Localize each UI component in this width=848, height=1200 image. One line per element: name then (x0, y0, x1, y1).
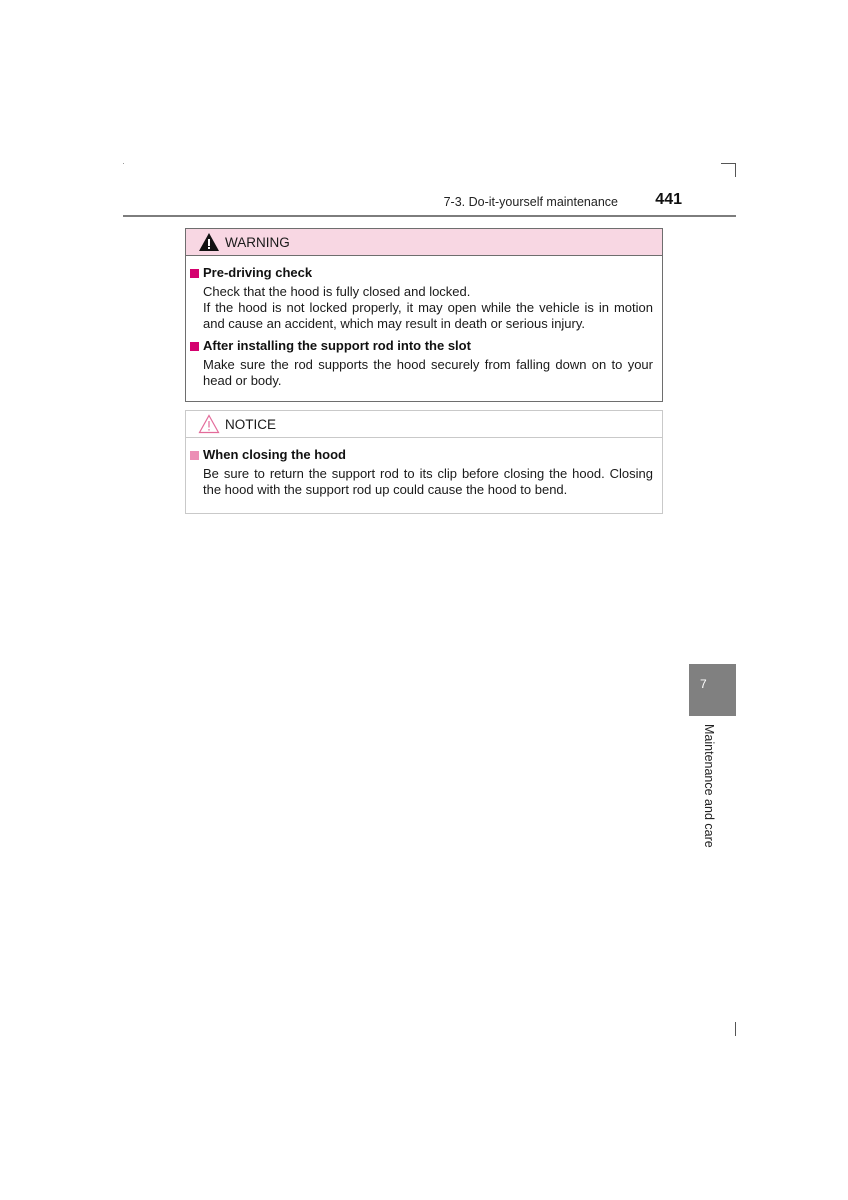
warning-body (186, 256, 662, 389)
paragraph: Be sure to return the support rod to its clip before closing the hood. Closing the hood with the support rod up could cause the hood to bend. (203, 466, 653, 497)
warning-triangle-icon (198, 232, 220, 252)
item-text (203, 284, 653, 332)
chapter-number: 7 (700, 677, 707, 691)
notice-header (186, 411, 662, 438)
item-text (203, 466, 653, 498)
warning-box (185, 228, 663, 402)
crop-mark-top-left (123, 163, 124, 164)
chapter-tab (689, 664, 736, 716)
page-number: 441 (655, 191, 682, 208)
item-heading (190, 447, 653, 463)
notice-body (186, 438, 662, 498)
paragraph: Make sure the rod supports the hood securely from falling down on to your head or body. (203, 357, 653, 388)
warning-item (190, 265, 653, 332)
chapter-title: Maintenance and care (702, 724, 716, 848)
crop-mark-top-right-vertical (735, 163, 736, 177)
item-heading-text: When closing the hood (203, 447, 346, 462)
paragraph: If the hood is not locked properly, it may open while the vehicle is in motion and cause an accident, which may result in death or serious injury. (203, 300, 653, 331)
warning-label: WARNING (225, 234, 290, 250)
item-text (203, 357, 653, 389)
paragraph: Check that the hood is fully closed and locked. (203, 284, 471, 299)
square-bullet-icon (190, 269, 199, 278)
warning-item (190, 338, 653, 389)
section-title: 7-3. Do-it-yourself maintenance (443, 195, 618, 209)
caution-triangle-icon (198, 414, 220, 434)
warning-header (186, 229, 662, 256)
square-bullet-icon (190, 451, 199, 460)
item-heading (190, 338, 653, 354)
item-heading-text: Pre-driving check (203, 265, 313, 280)
page-header (123, 188, 736, 216)
header-rule (123, 215, 736, 217)
item-heading (190, 265, 653, 281)
crop-mark-bottom-right (735, 1022, 736, 1036)
notice-item (190, 447, 653, 498)
square-bullet-icon (190, 342, 199, 351)
notice-label: NOTICE (225, 416, 277, 432)
notice-box (185, 410, 663, 514)
crop-mark-top-right (721, 163, 735, 164)
item-heading-text: After installing the support rod into the slot (203, 338, 471, 353)
